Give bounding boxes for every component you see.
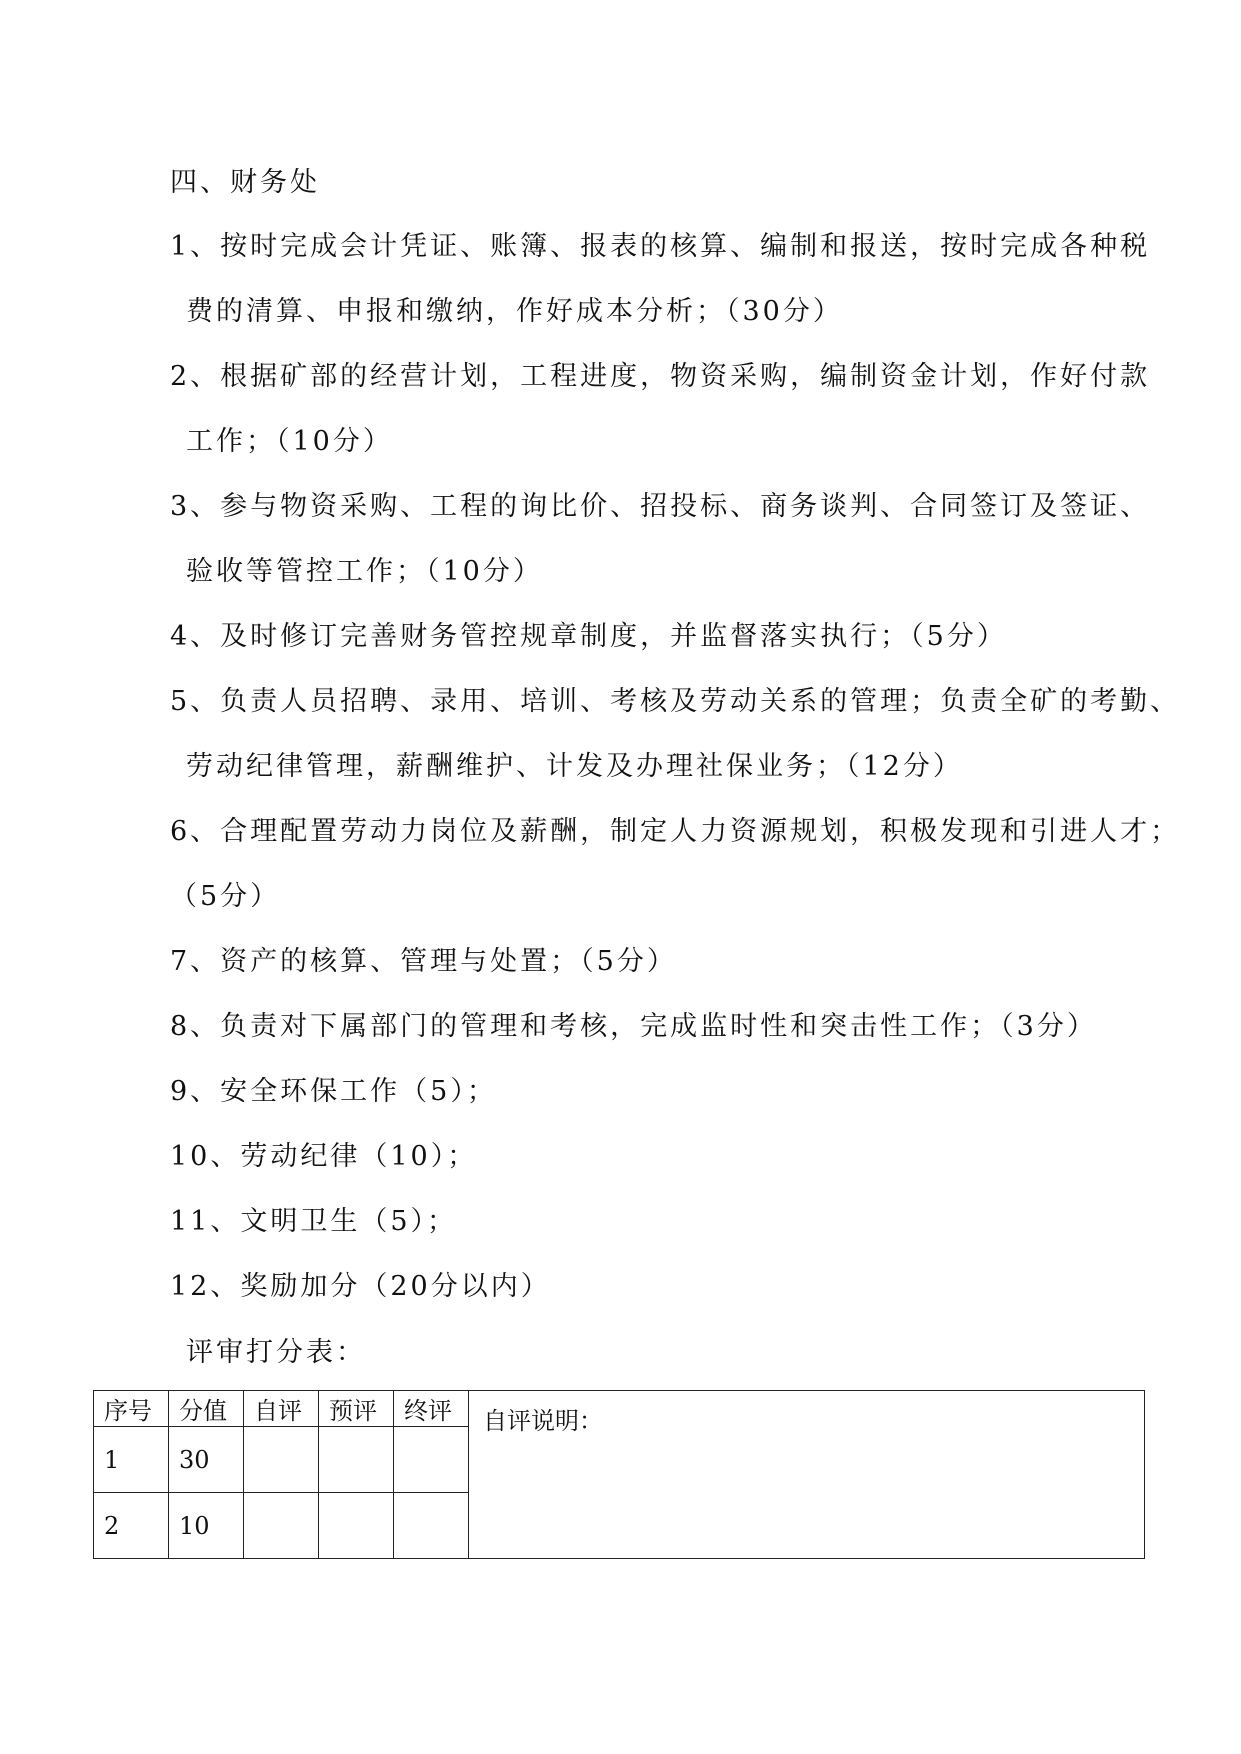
list-item-10: 10、劳动纪律（10）； [170,1141,478,1172]
header-cell-score: 分值 [169,1391,244,1427]
list-item-2-line1: 2、根据矿部的经营计划，工程进度，物资采购，编制资金计划，作好付款 [170,361,1151,392]
list-item-8: 8、负责对下属部门的管理和考核，完成监时性和突击性工作；（3分） [170,1011,1097,1042]
self-assessment-note-cell[interactable] [469,1391,1145,1559]
list-item-3-line1: 3、参与物资采购、工程的询比价、招投标、商务谈判、合同签订及签证、 [170,491,1151,522]
table-header-row [94,1391,1145,1427]
list-item-9: 9、安全环保工作（5）； [170,1076,497,1107]
table-caption: 评审打分表： [186,1337,366,1368]
list-item-12: 12、奖励加分（20分以内） [170,1271,551,1302]
list-item-2-line2: 工作；（10分） [186,426,393,457]
cell-score: 30 [169,1427,244,1493]
cell-no: 1 [94,1427,169,1493]
list-item-5-line2: 劳动纪律管理，薪酬维护、计发及办理社保业务；（12分） [186,751,963,782]
cell-final[interactable] [394,1493,469,1559]
section-title: 四、财务处 [170,167,320,198]
cell-final[interactable] [394,1427,469,1493]
header-cell-pre: 预评 [319,1391,394,1427]
cell-no: 2 [94,1493,169,1559]
cell-self[interactable] [244,1427,319,1493]
header-cell-self: 自评 [244,1391,319,1427]
list-item-6-line2: （5分） [170,881,281,912]
list-item-4: 4、及时修订完善财务管控规章制度，并监督落实执行；（5分） [170,621,1007,652]
list-item-11: 11、文明卫生（5）； [170,1206,458,1237]
header-cell-final: 终评 [394,1391,469,1427]
cell-pre[interactable] [319,1493,394,1559]
cell-self[interactable] [244,1493,319,1559]
list-item-3-line2: 验收等管控工作；（10分） [186,556,543,587]
list-item-1-line1: 1、按时完成会计凭证、账簿、报表的核算、编制和报送，按时完成各种税 [170,231,1151,262]
list-item-6-line1: 6、合理配置劳动力岗位及薪酬，制定人力资源规划，积极发现和引进人才； [170,816,1181,847]
self-assessment-note-label: 自评说明： [483,1407,603,1435]
cell-score: 10 [169,1493,244,1559]
list-item-7: 7、资产的核算、管理与处置；（5分） [170,946,677,977]
score-table [93,1390,1145,1559]
header-cell-no: 序号 [94,1391,169,1427]
list-item-5-line1: 5、负责人员招聘、录用、培训、考核及劳动关系的管理；负责全矿的考勤、 [170,686,1181,717]
cell-pre[interactable] [319,1427,394,1493]
list-item-1-line2: 费的清算、申报和缴纳，作好成本分析；（30分） [186,296,843,327]
